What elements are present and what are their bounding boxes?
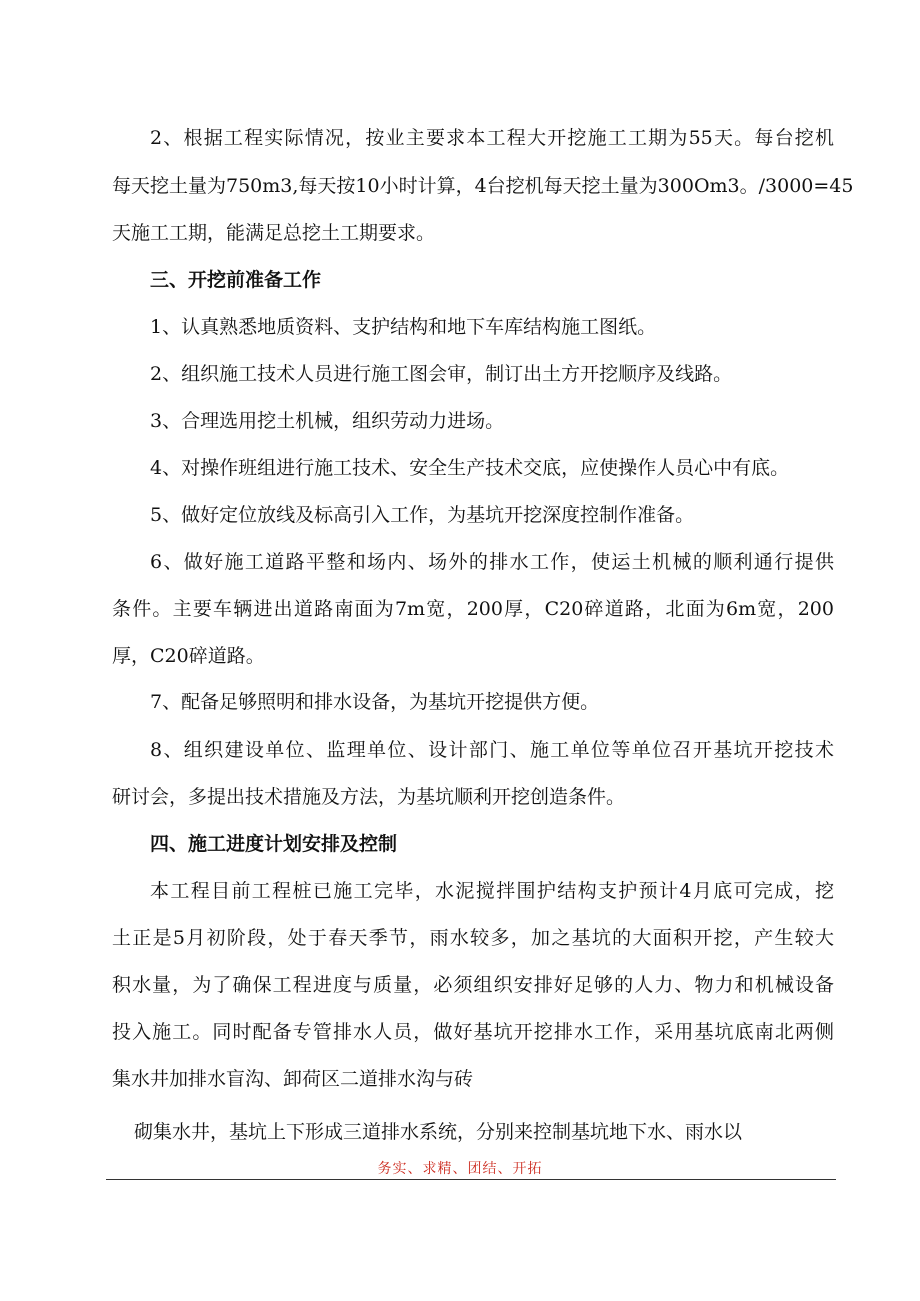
schedule-paragraph-line-3: 积水量，为了确保工程进度与质量，必须组织安排好足够的人力、物力和机械设备 (112, 974, 834, 996)
prep-item-6-line-3: 厚，C20碎道路。 (112, 645, 265, 667)
section-heading-3: 三、开挖前准备工作 (150, 269, 322, 291)
section-heading-4: 四、施工进度计划安排及控制 (150, 833, 398, 855)
prep-item-2: 2、组织施工技术人员进行施工图会审，制订出土方开挖顺序及线路。 (150, 363, 733, 385)
prep-item-8-line-1: 8、组织建设单位、监理单位、设计部门、施工单位等单位召开基坑开挖技术 (150, 739, 834, 761)
prep-item-6-line-2: 条件。主要车辆进出道路南面为7m宽，200厚，C20碎道路，北面为6m宽，200 (112, 598, 834, 620)
footer-divider (106, 1179, 836, 1180)
footer-motto: 务实、求精、团结、开拓 (377, 1161, 543, 1177)
prep-item-8-line-2: 研讨会，多提出技术措施及方法，为基坑顺利开挖创造条件。 (112, 786, 626, 808)
paragraph-2-line-2: 每天挖土量为750m3,每天按10小时计算，4台挖机每天挖土量为300Om3。/3000=45 (112, 175, 854, 197)
prep-item-7: 7、配备足够照明和排水设备，为基坑开挖提供方便。 (150, 691, 600, 713)
prep-item-4: 4、对操作班组进行施工技术、安全生产技术交底，应使操作人员心中有底。 (150, 457, 790, 479)
prep-item-1: 1、认真熟悉地质资料、支护结构和地下车库结构施工图纸。 (150, 316, 657, 338)
prep-item-6-line-1: 6、做好施工道路平整和场内、场外的排水工作，使运土机械的顺利通行提供 (150, 551, 834, 573)
prep-item-3: 3、合理选用挖土机械，组织劳动力进场。 (150, 410, 505, 432)
prep-item-5: 5、做好定位放线及标高引入工作，为基坑开挖深度控制作准备。 (150, 504, 695, 526)
schedule-paragraph-line-1: 本工程目前工程桩已施工完毕，水泥搅拌围护结构支护预计4月底可完成，挖 (150, 880, 834, 902)
schedule-paragraph-line-6: 砌集水井，基坑上下形成三道排水系统，分别来控制基坑地下水、雨水以 (134, 1121, 743, 1143)
schedule-paragraph-line-4: 投入施工。同时配备专管排水人员，做好基坑开挖排水工作，采用基坑底南北两侧 (112, 1021, 834, 1043)
paragraph-2-line-3: 天施工工期，能满足总挖土工期要求。 (112, 222, 436, 244)
schedule-paragraph-line-2: 土正是5月初阶段，处于春天季节，雨水较多，加之基坑的大面积开挖，产生较大 (112, 927, 834, 949)
schedule-paragraph-line-5: 集水井加排水盲沟、卸荷区二道排水沟与砖 (112, 1068, 474, 1090)
paragraph-2-line-1: 2、根据工程实际情况，按业主要求本工程大开挖施工工期为55天。每台挖机 (150, 127, 834, 149)
